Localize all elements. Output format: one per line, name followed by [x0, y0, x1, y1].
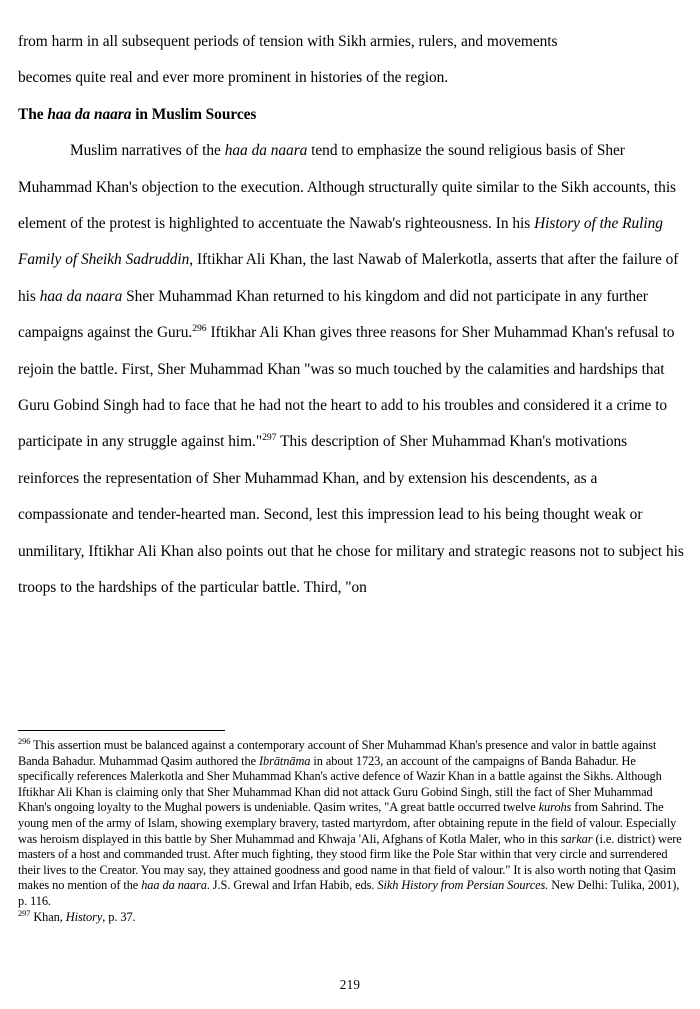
fn297-seg-2: , p. 37. — [102, 909, 136, 924]
footnote-marker-297[interactable]: 297 — [262, 432, 277, 444]
footnote-separator-rule — [18, 730, 225, 731]
main-seg-3: , Iftikhar Ali Khan, the last Nawab of Malerkotla, asserts that after the failure of his — [18, 251, 679, 305]
main-seg-2: tend to emphasize the sound religious basis of Sher Muhammad Khan's objection to the execution. Although structurally quite similar to the Sikh accounts, this element of the protest is highlighted to accentuate the Nawab's righteousness. In his — [18, 142, 676, 233]
fn296-italic-4: haa da naara — [141, 878, 207, 893]
fn296-italic-5: Sikh History from Persian Sources. — [377, 878, 549, 893]
main-italic-3: haa da naara — [39, 287, 123, 305]
fn296-seg-5: . J.S. Grewal and Irfan Habib, eds. — [206, 878, 378, 893]
fn296-seg-4: (i.e. district) were masters of a host and commanded trust. After much fighting, they stood firm like the Pole Star within that very circle and surrendered their lives to the Creator. You may say, they attained goodness and good name in that field of valour." It is also worth noting that Qasim makes no mention of the — [18, 831, 682, 893]
section-heading — [18, 97, 684, 133]
footnotes-block — [18, 738, 684, 925]
paragraph-main — [18, 133, 684, 606]
heading-prefix: The — [18, 105, 48, 123]
continued-line-1: from harm in all subsequent periods of tension with Sikh armies, rulers, and movements — [18, 33, 558, 50]
footnote-number-297: 297 — [18, 908, 31, 918]
fn296-italic-2: kurohs — [538, 800, 572, 815]
fn296-seg-3: from Sahrind. The young men of the army of Islam, showing exemplary bravery, tasted martyrdom, after obtaining repute in the field of valour. Especially was heroism displayed in this battle by Sher Muhammad and Khwaja 'Ali, Afghans of Kotla Maler, who in this — [18, 800, 677, 846]
heading-italic-term: haa da naara — [47, 105, 132, 123]
footnote-297 — [18, 910, 684, 926]
fn296-seg-6: New Delhi: Tulika, 2001), p. 116. — [18, 878, 680, 908]
main-seg-1: Muslim narratives of the — [70, 142, 225, 160]
footnote-number-296: 296 — [18, 736, 31, 746]
fn296-italic-3: sarkar — [560, 831, 593, 846]
main-seg-5: Iftikhar Ali Khan gives three reasons for Sher Muhammad Khan's refusal to rejoin the battle. First, Sher Muhammad Khan "was so much touched by the calamities and hardships that Guru Gobind Singh had to face that he had not the heart to add to his troubles and considered it a crime to participate in any struggle against him." — [18, 324, 675, 451]
main-seg-4: Sher Muhammad Khan returned to his kingdom and did not participate in any further campaigns against the Guru. — [18, 287, 648, 342]
main-italic-2: History of the Ruling Family of Sheikh Sadruddin — [18, 215, 663, 269]
page-number: 219 — [339, 977, 361, 992]
body-text-block — [18, 24, 684, 607]
fn297-seg-1: Khan, — [30, 909, 66, 924]
fn296-italic-1: Ibrātnāma — [258, 753, 311, 768]
main-seg-6: This description of Sher Muhammad Khan's motivations reinforces the representation of Sher Muhammad Khan, and by extension his descendents, as a compassionate and tender-hearted man. Second, lest this impression lead to his being thought weak or unmilitary, Iftikhar Ali Khan also points out that he chose for military and strategic reasons not to subject his troops to the hardships of the particular battle. Third, "on — [18, 433, 684, 597]
fn297-italic-1: History — [65, 909, 103, 924]
heading-suffix: in Muslim Sources — [131, 105, 257, 123]
footnote-296 — [18, 738, 684, 910]
fn296-seg-2: in about 1723, an account of the campaigns of Banda Bahadur. He specifically references Malerkotla and Sher Muhammad Khan's active defence of Wazir Khan in a battle against the Sikhs. Although Iftikhar Ali Khan is claiming only that Sher Muhammad Khan did not attack Guru Gobind Singh, still the fact of Sher Muhammad Khan's ongoing loyalty to the Mughal powers is undeniable. Qasim writes, "A great battle occurred twelve — [18, 753, 662, 815]
continued-line-2: becomes quite real and ever more prominent in histories of the region. — [18, 69, 449, 87]
paragraph-continued — [18, 24, 684, 97]
main-italic-1: haa da naara — [224, 142, 308, 160]
footnote-marker-296[interactable]: 296 — [192, 323, 207, 335]
fn296-seg-1: This assertion must be balanced against a contemporary account of Sher Muhammad Khan's presence and valor in battle against Banda Bahadur. Muhammad Qasim authored the — [18, 738, 657, 768]
